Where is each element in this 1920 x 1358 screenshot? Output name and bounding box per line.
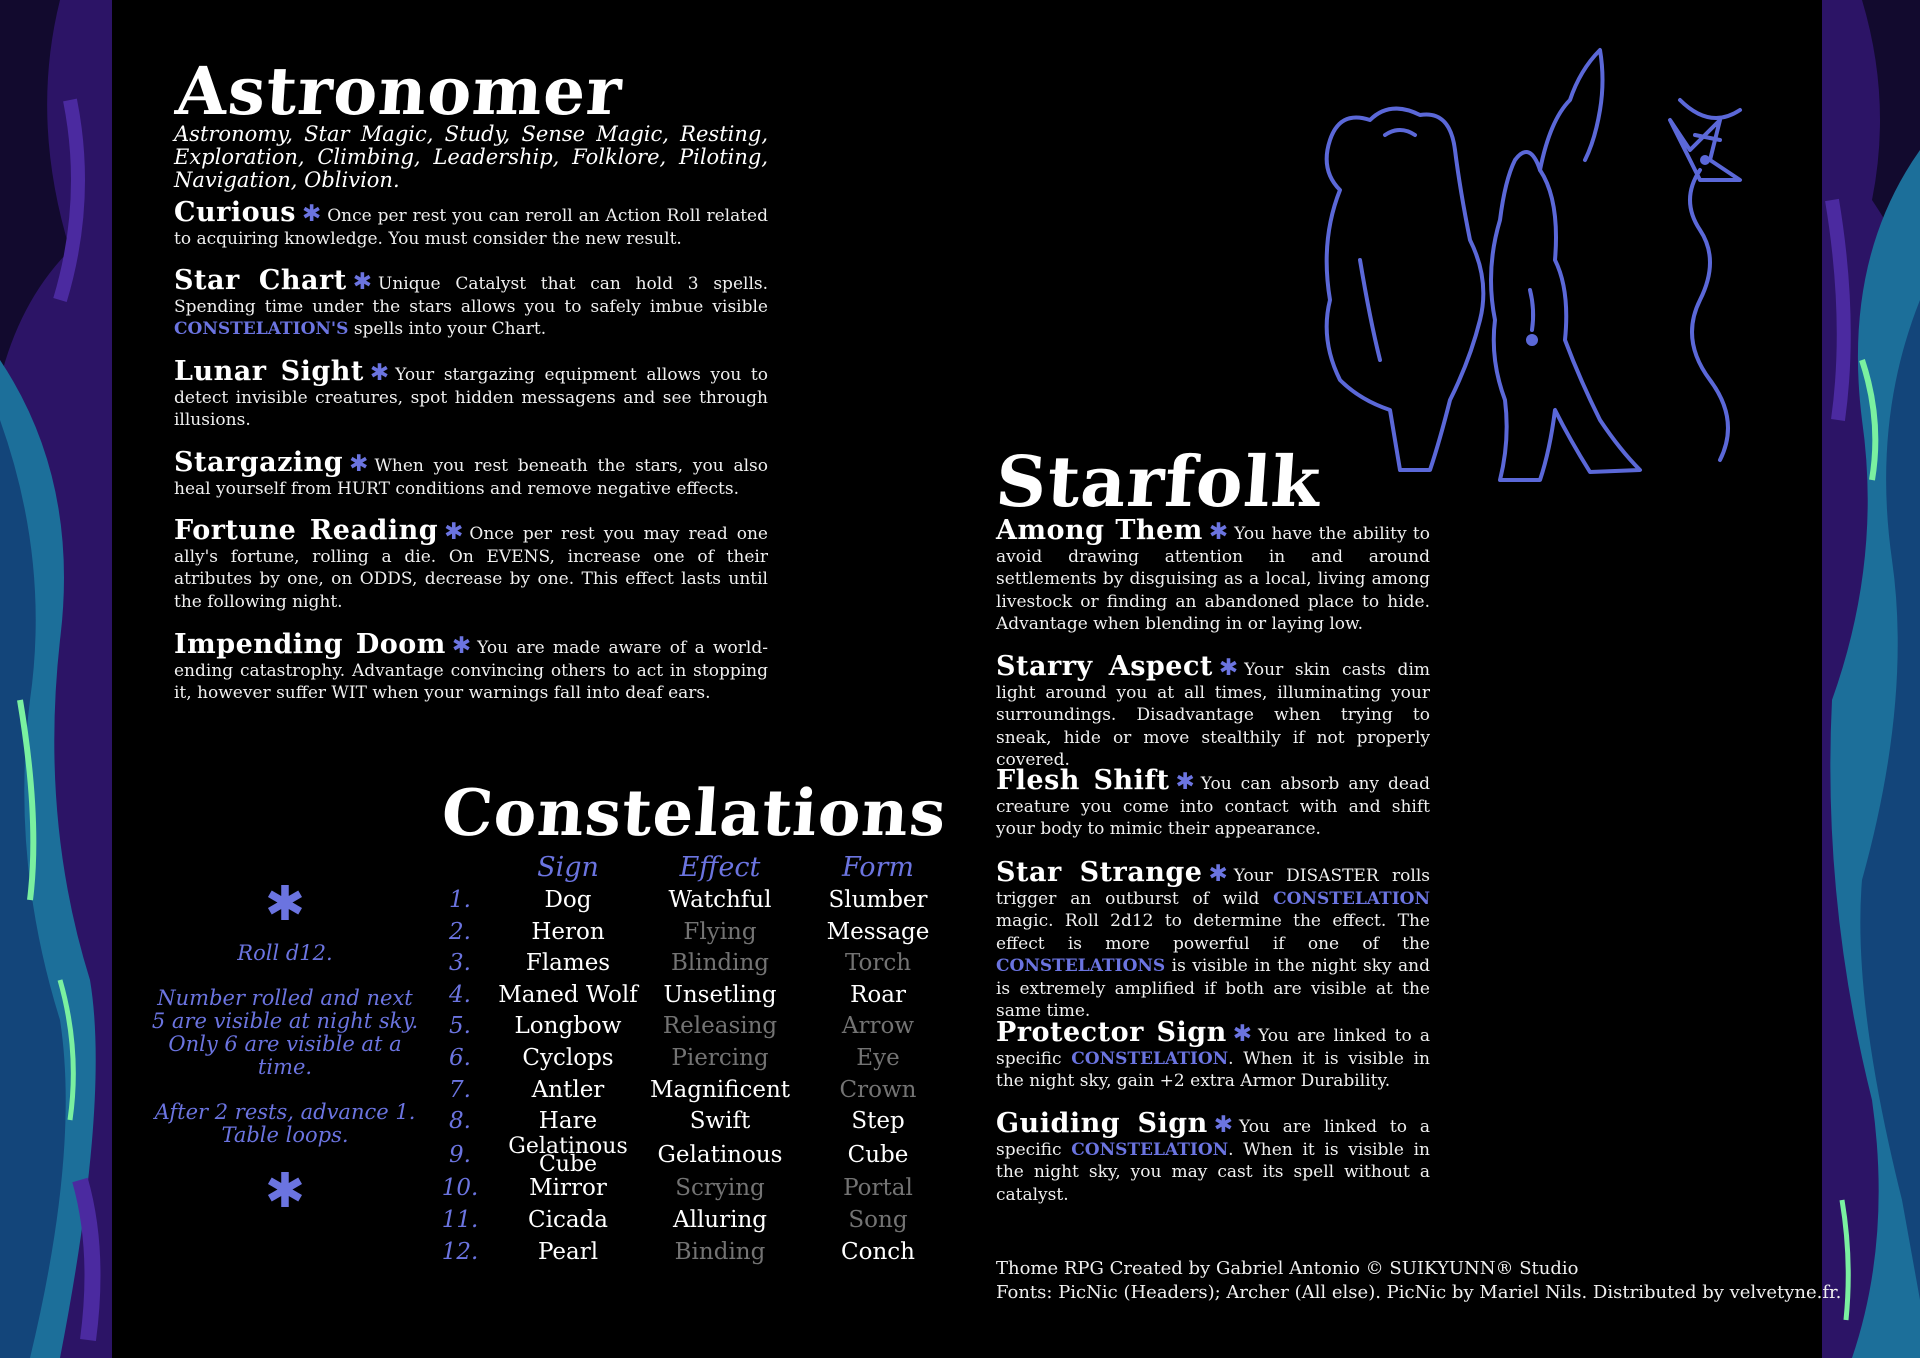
star-bullet-icon: ✱ (1175, 769, 1195, 795)
keyword-constelation: CONSTELATION (1071, 1048, 1229, 1069)
cell-effect: Scrying (675, 1175, 765, 1202)
feature-starry-aspect (996, 651, 1430, 772)
cell-form: Slumber (828, 887, 928, 913)
feature-lunar-sight (174, 356, 768, 432)
starfolk-illustration (1300, 40, 1770, 510)
cell-effect: Releasing (662, 1013, 778, 1040)
cell-form: Roar (850, 981, 906, 1008)
feature-name: Starry Aspect (996, 651, 1213, 682)
row-number: 10. (441, 1175, 479, 1202)
right-texture-border (1822, 0, 1920, 1358)
table-row (440, 1043, 920, 1075)
table-row (440, 1205, 920, 1237)
star-bullet-icon: ✱ (349, 451, 369, 477)
feature-text: Once per rest you can reroll an Action Roll related to acquiring knowledge. You must consider the new result. (174, 206, 768, 249)
row-number: 8. (449, 1108, 471, 1135)
star-bullet-icon: ✱ (369, 360, 390, 386)
star-decoration-icon: ✱ (264, 1163, 306, 1219)
star-bullet-icon: ✱ (1208, 519, 1229, 545)
cell-form: Step (851, 1108, 905, 1135)
credits (996, 1257, 1841, 1305)
cell-sign: Hare (538, 1108, 598, 1135)
texture-pattern-left (0, 0, 112, 1358)
feature-guiding-sign (996, 1108, 1430, 1206)
feature-flesh-shift (996, 765, 1430, 841)
cell-sign: Heron (531, 918, 605, 945)
row-number: 2. (449, 918, 471, 945)
star-bullet-icon: ✱ (1213, 1112, 1233, 1138)
table-row (440, 980, 920, 1012)
feature-text: Once per rest you may read one ally's fortune, rolling a die. On EVENS, increase one of their atributes by one, on ODDS, decrease by one. This effect lasts until the following night. (174, 524, 768, 612)
row-number: 3. (449, 950, 471, 977)
credits-line-1: Thome RPG Created by Gabriel Antonio © SUIKYUNN® Studio (996, 1258, 1579, 1279)
keyword-constelation: CONSTELATION (1071, 1139, 1229, 1160)
feature-among-them (996, 515, 1430, 636)
cell-effect: Watchful (668, 887, 772, 913)
column-header-effect: Effect (679, 852, 761, 883)
feature-name: Lunar Sight (174, 356, 364, 387)
cell-sign: Longbow (514, 1013, 622, 1040)
cell-effect: Piercing (671, 1045, 769, 1071)
feature-text: . When it is visible in the night sky, you may cast its spell without a catalyst. (996, 1139, 1430, 1205)
cell-sign: Antler (531, 1076, 605, 1103)
column-header-form: Form (841, 852, 915, 883)
cell-sign: Cicada (528, 1207, 608, 1233)
star-bullet-icon: ✱ (444, 519, 464, 545)
feature-protector-sign (996, 1017, 1430, 1093)
cell-form: Crown (839, 1076, 917, 1103)
feature-impending-doom (174, 629, 768, 705)
cell-effect: Unsetling (663, 981, 777, 1008)
feature-text: You are linked to a specific (996, 1026, 1430, 1069)
table-row (440, 885, 928, 917)
cell-sign: Pearl (537, 1238, 599, 1265)
table-row (440, 917, 930, 949)
row-number: 6. (449, 1045, 471, 1071)
keyword-constelations: CONSTELATIONS (996, 956, 1166, 976)
astronomer-skills: Astronomy, Star Magic, Study, Sense Magic, Resting, Exploration, Climbing, Leadership, Folklore, Piloting, Navigation, Oblivion. (174, 122, 768, 192)
feature-name: Star Chart (174, 265, 347, 296)
creature-humanoid-figure (1491, 152, 1640, 480)
cell-form: Song (848, 1207, 908, 1233)
star-bullet-icon: ✱ (1218, 655, 1239, 681)
star-bullet-icon: ✱ (451, 633, 472, 659)
feature-name: Star Strange (996, 857, 1203, 888)
cell-form: Conch (841, 1238, 915, 1265)
cell-effect: Flying (683, 918, 757, 945)
row-number: 7. (449, 1076, 471, 1103)
feature-text: You have the ability to avoid drawing attention in and around settlements by disguising as a local, living among livestock or finding an abandoned place to hide. Advantage when blending in or laying low. (996, 524, 1430, 634)
keyword-constelation: CONSTELATION (1273, 888, 1430, 909)
row-number: 5. (449, 1013, 471, 1040)
table-row (440, 1011, 920, 1043)
starfolk-title: Starfolk (993, 440, 1324, 523)
creature-blob-figure (1327, 109, 1484, 470)
table-row (440, 1133, 920, 1177)
cell-form: Torch (844, 950, 912, 977)
table-row (440, 1173, 920, 1205)
cell-effect: Gelatinous (657, 1141, 783, 1168)
feature-name: Curious (174, 197, 296, 228)
feature-text: You are linked to a specific (996, 1117, 1430, 1160)
row-number: 9. (449, 1141, 471, 1168)
feature-text: You are made aware of a world-ending catastrophy. Advantage convincing others to act in stopping it, however suffer WIT when your warnings fall into deaf ears. (174, 638, 768, 703)
cell-form: Portal (843, 1175, 913, 1202)
feature-name: Fortune Reading (174, 515, 439, 546)
feature-name: Impending Doom (174, 629, 446, 660)
cell-effect: Binding (674, 1238, 766, 1265)
cell-sign: Flames (525, 950, 611, 977)
feature-text: Your stargazing equipment allows you to detect invisible creatures, spot hidden messagens and see through illusions. (174, 365, 768, 430)
feature-name: Guiding Sign (996, 1108, 1208, 1139)
cell-form: Arrow (841, 1013, 915, 1040)
feature-star-chart (174, 265, 769, 341)
star-bullet-icon: ✱ (352, 269, 373, 295)
feature-fortune-reading (174, 515, 768, 613)
texture-pattern-right (1822, 0, 1920, 1358)
cell-form: Message (826, 918, 930, 945)
cell-effect: Magnificent (650, 1076, 791, 1103)
table-row (440, 1075, 920, 1107)
cell-form: Eye (856, 1045, 900, 1071)
row-number: 1. (449, 887, 471, 913)
star-bullet-icon: ✱ (301, 201, 322, 227)
cell-effect: Swift (689, 1108, 751, 1135)
cell-sign: Cyclops (522, 1045, 614, 1071)
feature-text: Your DISASTER rolls trigger an outburst of wild (996, 866, 1430, 909)
feature-name: Among Them (996, 515, 1203, 546)
cell-effect: Blinding (670, 950, 770, 977)
star-decoration-icon: ✱ (264, 876, 306, 932)
cell-sign: Dog (544, 887, 592, 913)
feature-text-end: spells into your Chart. (353, 319, 547, 339)
feature-name: Stargazing (174, 447, 344, 478)
feature-text: Unique Catalyst that can hold 3 spells. Spending time under the stars allows you to safely imbue visible (174, 274, 769, 317)
feature-name: Protector Sign (996, 1017, 1227, 1048)
left-texture-border (0, 0, 112, 1358)
astronomer-title: Astronomer (173, 52, 625, 130)
feature-text: magic. Roll 2d12 to determine the effect. The effect is more powerful if one of the (996, 911, 1430, 954)
cell-sign: Gelatinous Cube (508, 1133, 628, 1177)
feature-text: . When it is visible in the night sky, gain +2 extra Armor Durability. (996, 1048, 1430, 1091)
feature-stargazing (174, 447, 768, 500)
rule-roll: Roll d12. (237, 941, 333, 965)
row-number: 12. (441, 1238, 479, 1265)
feature-text: When you rest beneath the stars, you also heal yourself from HURT conditions and remove negative effects. (174, 456, 768, 499)
constellations-title: Constelations (439, 776, 949, 851)
star-bullet-icon: ✱ (1232, 1021, 1252, 1047)
table-row (440, 948, 920, 980)
feature-text: Your skin casts dim light around you at all times, illuminating your surroundings. Disadvantage when trying to sneak, hide or move stealthily if not properly covered. (996, 660, 1430, 770)
feature-star-strange (996, 857, 1430, 1023)
cell-effect: Alluring (672, 1207, 768, 1233)
star-bullet-icon: ✱ (1208, 861, 1228, 887)
credits-line-2: Fonts: PicNic (Headers); Archer (All else). PicNic by Mariel Nils. Distributed by velvetyne.fr. (996, 1282, 1842, 1303)
rule-visible: Number rolled and next 5 are visible at night sky. Only 6 are visible at a time. (151, 986, 419, 1079)
cell-sign: Mirror (529, 1175, 607, 1202)
constellation-rules (150, 876, 420, 1219)
row-number: 11. (441, 1207, 479, 1233)
table-row (440, 1237, 920, 1269)
feature-text: You can absorb any dead creature you come into contact with and shift your body to mimic their appearance. (996, 774, 1430, 839)
cell-sign: Maned Wolf (498, 981, 638, 1008)
feature-name: Flesh Shift (996, 765, 1170, 796)
feature-curious (174, 197, 768, 250)
feature-text: is visible in the night sky and is extremely amplified if both are visible at the same time. (996, 956, 1430, 1021)
rule-advance: After 2 rests, advance 1. Table loops. (154, 1100, 416, 1147)
keyword-constelation: CONSTELATION'S (174, 319, 349, 339)
cell-form: Cube (847, 1141, 909, 1168)
column-header-sign: Sign (537, 852, 599, 883)
row-number: 4. (449, 981, 471, 1008)
